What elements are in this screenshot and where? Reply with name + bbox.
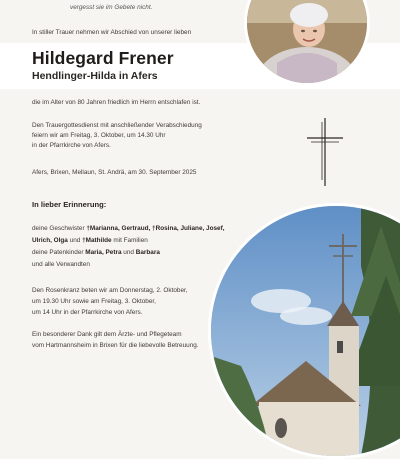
memory-line-2 bbox=[32, 236, 148, 246]
memory-line-3-pre: deine Patenkinder bbox=[32, 249, 86, 256]
cross-icon bbox=[305, 116, 345, 193]
deceased-name: Hildegard Frener bbox=[32, 48, 174, 68]
funeral-line-1: Den Trauergottesdienst mit anschließender Verabschiedung bbox=[32, 122, 202, 129]
thanks-line-1: Ein besonderer Dank gilt dem Ärzte- und Pflegeteam bbox=[32, 331, 182, 338]
memory-line-3 bbox=[32, 248, 160, 258]
rosary-line-2: um 19.30 Uhr sowie am Freitag, 3. Oktober, bbox=[32, 298, 156, 305]
deceased-alias: Hendlinger-Hilda in Afers bbox=[32, 70, 158, 82]
memory-line-2-post: mit Familien bbox=[111, 237, 148, 244]
thanks-line-2: vom Hartmannsheim in Brixen für die liebevolle Betreuung. bbox=[32, 342, 199, 349]
memory-line-1-pre: deine Geschwister bbox=[32, 225, 87, 232]
memory-line-3-mid: und bbox=[121, 249, 136, 256]
funeral-line-2: feiern wir am Freitag, 3. Oktober, um 14.30 Uhr bbox=[32, 132, 166, 139]
intro-text: In stiller Trauer nehmen wir Abschied von unserer lieben bbox=[32, 29, 192, 36]
place-date: Afers, Brixen, Mellaun, St. Andrä, am 30. September 2025 bbox=[32, 169, 197, 176]
memory-line-1-names: †Marianna, Gertraud, †Rosina, Juliane, Josef, bbox=[86, 225, 225, 232]
memory-line-4: und alle Verwandten bbox=[32, 261, 90, 268]
memory-heading: In lieber Erinnerung: bbox=[32, 200, 107, 209]
rosary-line-1: Den Rosenkranz beten wir am Donnerstag, 2. Oktober, bbox=[32, 287, 188, 294]
memory-line-3-name1: Maria, Petra bbox=[85, 249, 122, 256]
quote-line: vergesst sie im Gebete nicht. bbox=[70, 4, 153, 11]
memory-line-2-last: †Mathilde bbox=[82, 237, 112, 244]
memory-line-2-names: Ulrich, Olga bbox=[32, 237, 68, 244]
church-photo bbox=[208, 203, 400, 459]
rosary-line-3: um 14 Uhr in der Pfarrkirche von Afers. bbox=[32, 309, 143, 316]
memory-line-1 bbox=[32, 224, 225, 234]
passing-text: die im Alter von 80 Jahren friedlich im Herrn entschlafen ist. bbox=[32, 99, 201, 106]
memory-line-2-mid: und bbox=[67, 237, 83, 244]
funeral-line-3: in der Pfarrkirche von Afers. bbox=[32, 142, 111, 149]
memory-line-3-name2: Barbara bbox=[135, 249, 160, 256]
